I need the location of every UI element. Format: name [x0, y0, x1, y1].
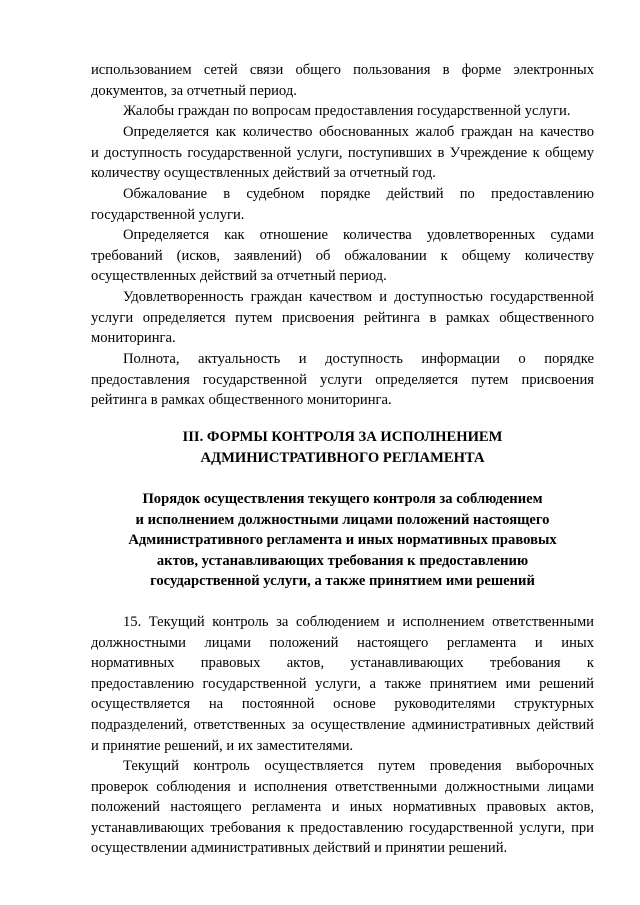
text-line: использованием сетей связи общего пользования в форме электронных [91, 62, 594, 78]
paragraph [91, 349, 594, 411]
heading-line: государственной услуги, а также принятием ими решений [150, 573, 535, 590]
paragraph [91, 287, 594, 349]
heading-line: актов, устанавливающих требования к предоставлению [156, 552, 529, 569]
text-line: подразделений, ответственных за осуществление административных действий [91, 716, 594, 733]
sub-heading [91, 489, 594, 592]
text-line: услуги определяется путем присвоения рейтинга в рамках общественного [91, 309, 594, 326]
text-line: предоставлению государственной услуги, а также принятием ими решений [91, 675, 594, 692]
text-line: осуществлении административных действий и принятии решений. [91, 840, 508, 857]
paragraph [91, 225, 594, 287]
text-line: Текущий контроль осуществляется путем проведения выборочных [123, 758, 594, 774]
text-line: количеству осуществленных действий за отчетный год. [91, 165, 436, 182]
heading-line: III. ФОРМЫ КОНТРОЛЯ ЗА ИСПОЛНЕНИЕМ [182, 429, 503, 445]
text-line: осуществленных действий за отчетный период. [91, 268, 387, 285]
text-line: осуществляется на постоянной основе руководителями структурных [91, 696, 594, 713]
paragraph [91, 756, 594, 859]
text-line: нормативных правовых актов, устанавливающих требования к [91, 655, 594, 672]
text-line: устанавливающих требования к предоставлению государственной услуги, при [91, 819, 594, 836]
paragraph [91, 60, 594, 101]
text-line: 15. Текущий контроль за соблюдением и исполнением ответственными [123, 614, 594, 630]
text-line: должностными лицами положений настоящего регламента и иных [91, 634, 594, 651]
text-line: рейтинга в рамках общественного мониторинга. [91, 392, 392, 409]
text-line: Удовлетворенность граждан качеством и доступностью государственной [123, 289, 594, 305]
paragraph [91, 101, 594, 122]
paragraph [91, 122, 594, 184]
paragraph [91, 184, 594, 225]
paragraph [91, 612, 594, 756]
heading-line: Административного регламента и иных нормативных правовых [128, 532, 557, 549]
text-line: и доступность государственной услуги, поступивших в Учреждение к общему [91, 144, 594, 161]
heading-line: Порядок осуществления текущего контроля за соблюдением [142, 491, 543, 507]
text-line: предоставления государственной услуги определяется путем присвоения [91, 371, 594, 388]
text-line: положений настоящего регламента и иных нормативных правовых актов, [91, 799, 594, 816]
text-line: Полнота, актуальность и доступность информации о порядке [123, 351, 594, 367]
text-line: Определяется как количество обоснованных жалоб граждан на качество [123, 124, 594, 140]
text-line: Определяется как отношение количества удовлетворенных судами [123, 227, 594, 243]
section-heading [91, 427, 594, 468]
text-line: государственной услуги. [91, 206, 245, 223]
text-line: проверок соблюдения и исполнения ответственными должностными лицами [91, 778, 594, 795]
heading-line: и исполнением должностными лицами положений настоящего [135, 511, 550, 528]
heading-line: АДМИНИСТРАТИВНОГО РЕГЛАМЕНТА [200, 449, 485, 466]
text-line: мониторинга. [91, 330, 176, 347]
text-line: требований (исков, заявлений) об обжаловании к общему количеству [91, 247, 594, 264]
text-line: Жалобы граждан по вопросам предоставления государственной услуги. [123, 103, 571, 119]
text-line: Обжалование в судебном порядке действий по предоставлению [123, 186, 594, 202]
text-line: и принятие решений, и их заместителями. [91, 737, 354, 754]
text-line: документов, за отчетный период. [91, 82, 297, 99]
